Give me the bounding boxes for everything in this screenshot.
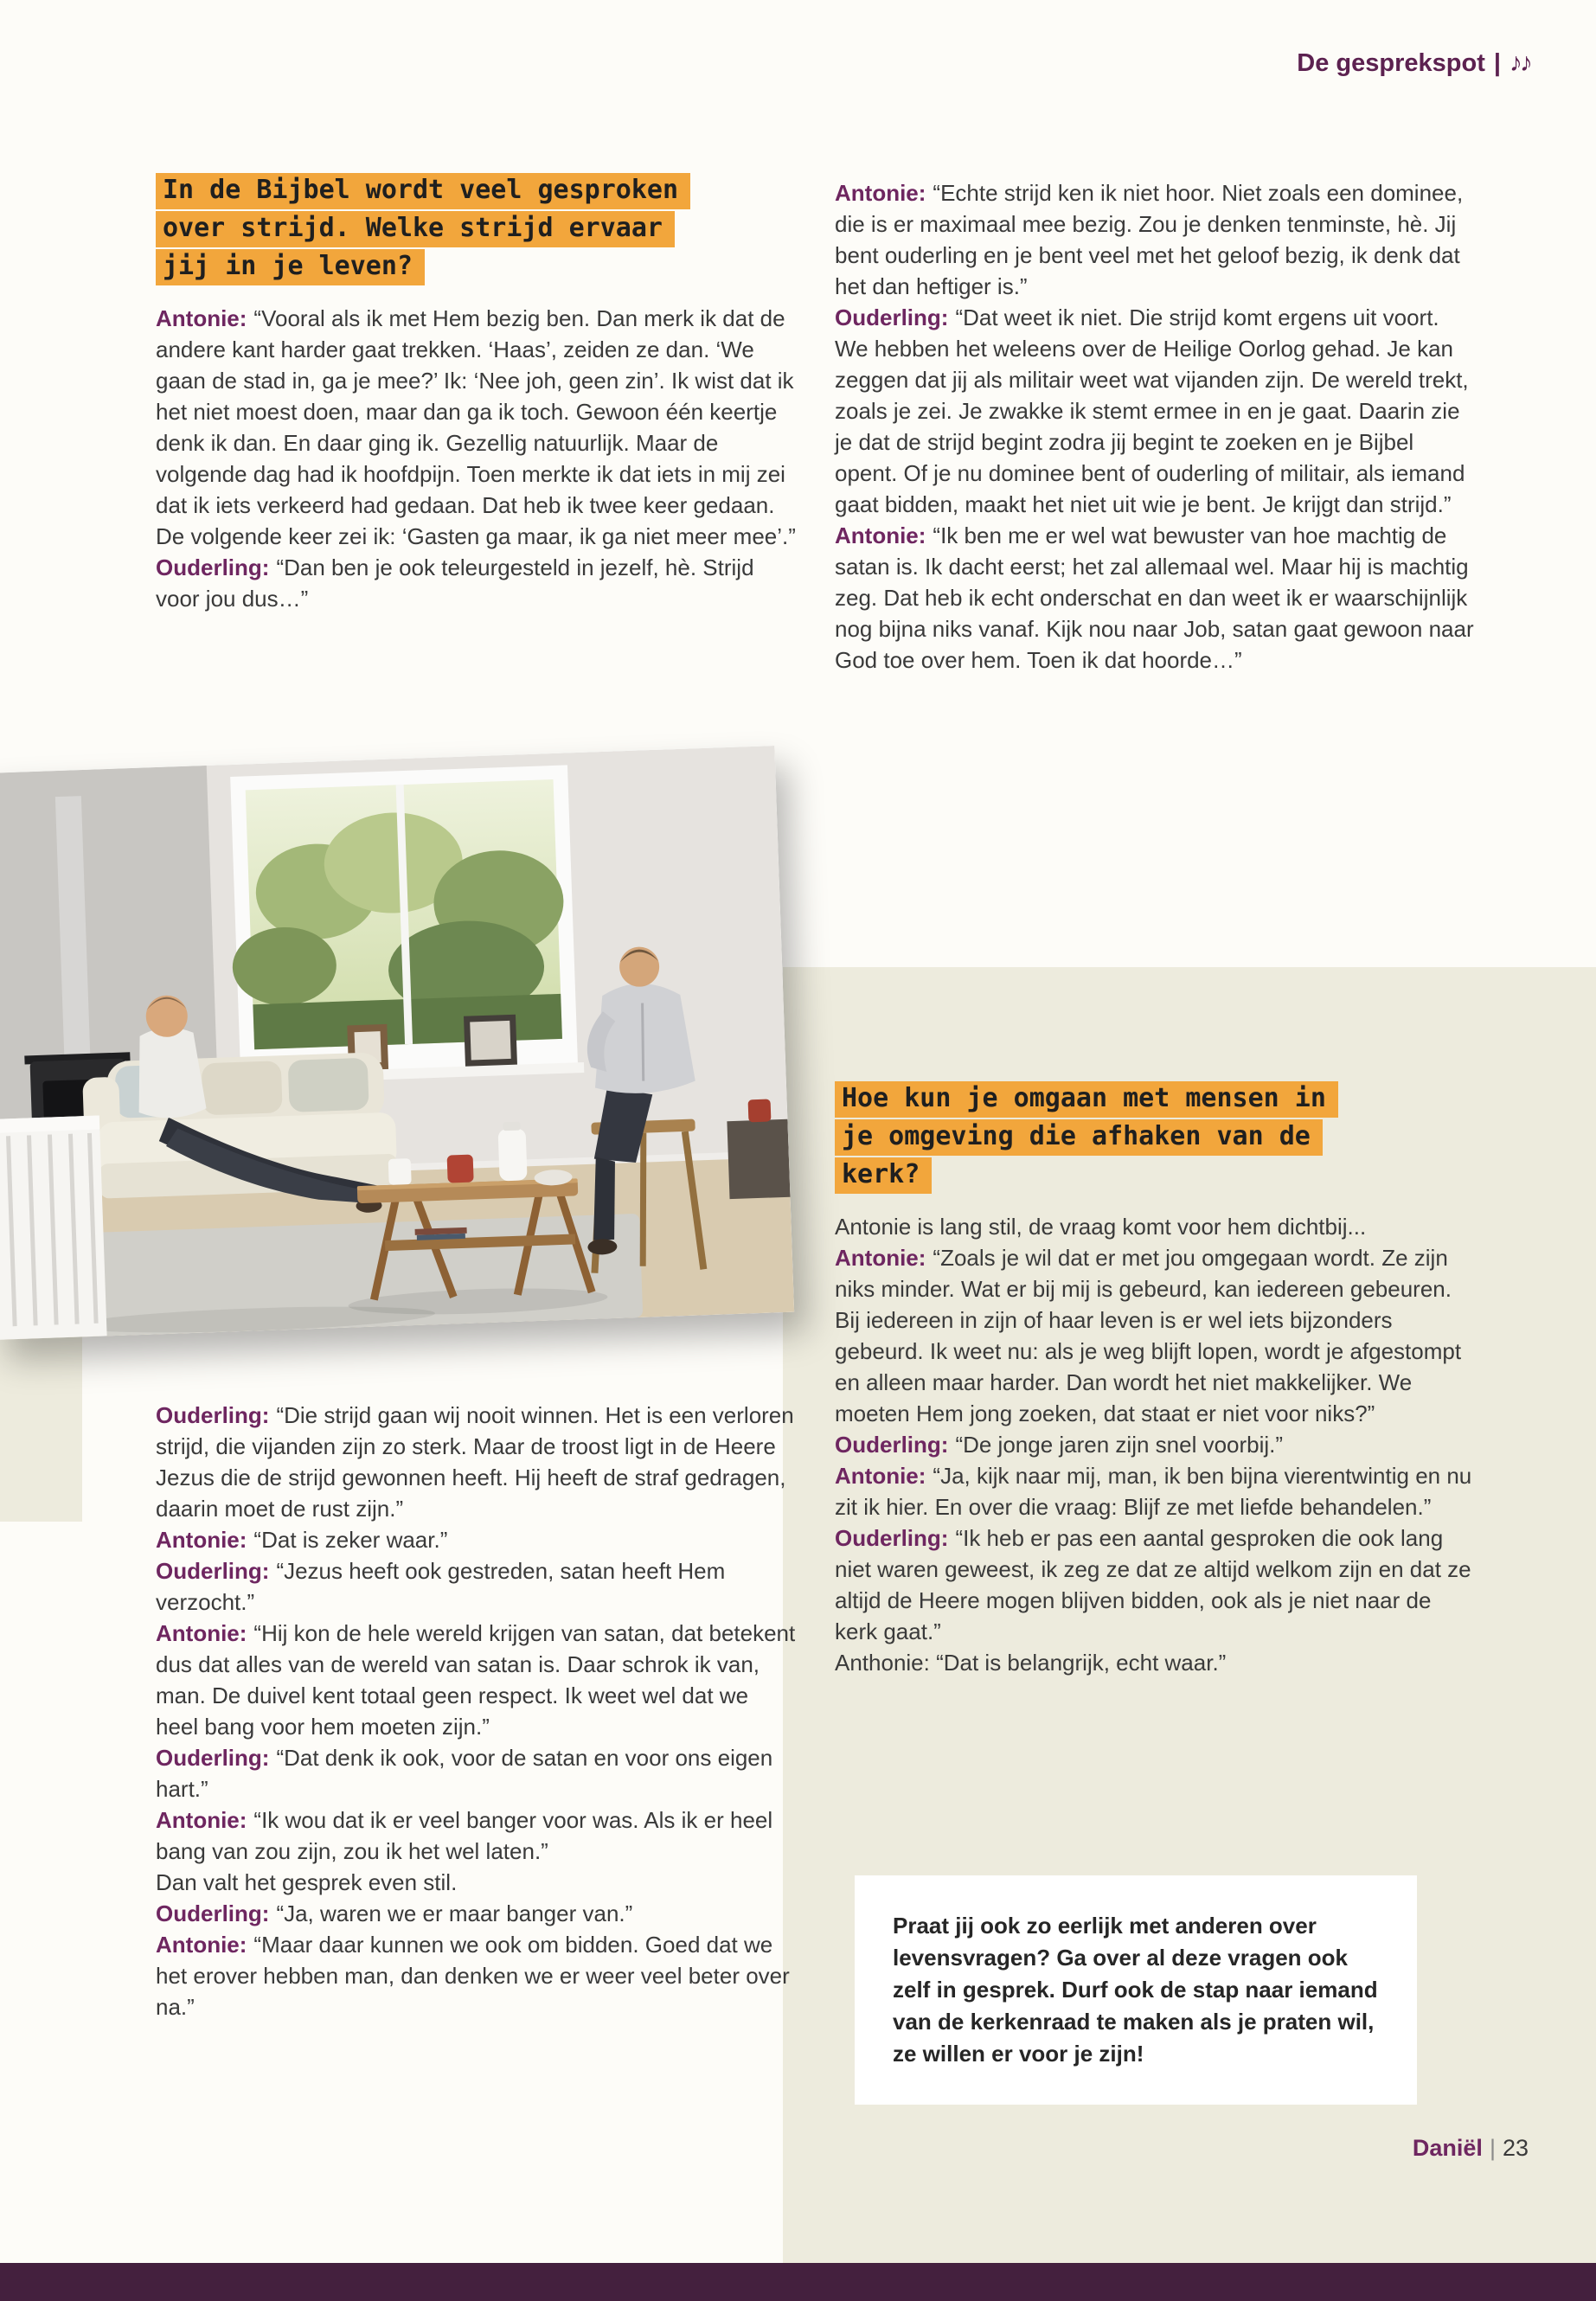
dialogue-paragraph [835, 520, 1475, 676]
right-column-top [835, 177, 1475, 676]
narration-line [835, 1211, 1475, 1242]
heading-line: over strijd. Welke strijd ervaar [156, 211, 675, 247]
dialogue-text: “Jezus heeft ook gestreden, satan heeft Hem verzocht.” [156, 1558, 726, 1615]
dialogue-text: “Ik ben me er wel wat bewuster van hoe machtig de satan is. Ik dacht eerst; het zal allemaal wel. Maar hij is machtig zeg. Dat heb ik echt onderschat en dan weet ik er waarschijnlijk nog bijna niks vanaf. Kijk nou naar Job, satan gaat gewoon naar God toe over hem. Toen ik dat hoorde…” [835, 522, 1474, 673]
question-heading-2 [835, 1081, 1475, 1194]
speaker-label: Ouderling: [156, 1558, 270, 1584]
speaker-label: Antonie: [835, 180, 926, 206]
narration-line [156, 1867, 796, 1898]
window [224, 765, 584, 1085]
dialogue-text: “Maar daar kunnen we ook om bidden. Goed dat we het erover hebben man, dan denken we er weer veel beter over na.” [156, 1932, 790, 2020]
dialogue-text: Antonie is lang stil, de vraag komt voor hem dichtbij... [835, 1214, 1367, 1240]
dialogue-text: “Dan ben je ook teleurgesteld in jezelf, hè. Strijd voor jou dus…” [156, 554, 754, 612]
heading-line: Hoe kun je omgaan met mensen in [835, 1081, 1338, 1118]
dialogue-paragraph [156, 552, 796, 614]
callout-box [855, 1875, 1417, 2105]
dialogue-text: “De jonge jaren zijn snel voorbij.” [955, 1432, 1284, 1458]
dialogue-paragraph [835, 1242, 1475, 1429]
speaker-label: Antonie: [156, 1620, 247, 1646]
dialogue-text: “Ik heb er pas een aantal gesproken die ook lang niet waren geweest, ik zeg ze dat ze altijd welkom zijn en dat ze altijd de Heere mogen blijven bidden, ook als je niet naar de kerk gaat.” [835, 1525, 1471, 1644]
header-separator: | [1493, 49, 1501, 77]
dialogue-text: Dan valt het gesprek even stil. [156, 1869, 458, 1895]
dialogue-paragraph [156, 1742, 796, 1804]
speaker-label: Antonie: [156, 1932, 247, 1958]
dialogue-text: “Ja, kijk naar mij, man, ik ben bijna vierentwintig en nu zit ik hier. En over die vraag: Blijf ze met liefde behandelen.” [835, 1463, 1472, 1520]
dialogue-text: Anthonie: “Dat is belangrijk, echt waar.” [835, 1650, 1227, 1676]
dialogue-paragraph [156, 1524, 796, 1555]
left-column-top [156, 173, 796, 614]
page-footer [1413, 2135, 1529, 2162]
page-header [1297, 48, 1530, 78]
living-room-photo [0, 746, 794, 1340]
dialogue-text: “Zoals je wil dat er met jou omgegaan wordt. Ze zijn niks minder. Wat er bij mij is gebeurd, kan iedereen gebeuren. Bij iedereen in zijn of haar leven is er wel iets bijzonders gebeurd. Ik weet nu: als je weg blijft lopen, wordt je afgestompt en alleen maar harder. Dan wordt het niet makkelijker. We moeten Hem jong zoeken, dat staat er niet voor niks?” [835, 1245, 1462, 1426]
dialogue-paragraph [156, 1555, 796, 1618]
dialogue-paragraph [835, 302, 1475, 520]
dialogue-paragraph [835, 1429, 1475, 1460]
beige-left-strip [0, 1318, 82, 1522]
dialogue-paragraph [835, 1647, 1475, 1678]
dialogue-paragraph [835, 1460, 1475, 1522]
speaker-label: Ouderling: [156, 1900, 270, 1926]
speaker-label: Ouderling: [835, 304, 949, 330]
dialogue-paragraph [156, 1400, 796, 1524]
dialogue-paragraph [156, 303, 796, 552]
speaker-label: Antonie: [156, 1807, 247, 1833]
footer-separator: | [1489, 2135, 1496, 2161]
speaker-label: Ouderling: [835, 1432, 949, 1458]
dialogue-text: “Ja, waren we er maar banger van.” [276, 1900, 633, 1926]
question-heading-1 [156, 173, 796, 285]
magazine-name: Daniël [1412, 2135, 1483, 2161]
living-room-illustration [0, 746, 794, 1340]
speaker-label: Ouderling: [156, 1745, 270, 1771]
speaker-label: Antonie: [156, 305, 247, 331]
speaker-label: Ouderling: [835, 1525, 949, 1551]
dialogue-paragraph [156, 1618, 796, 1742]
bottom-purple-bar [0, 2263, 1596, 2301]
speaker-label: Antonie: [835, 1245, 926, 1271]
dialogue-text: “Hij kon de hele wereld krijgen van satan, dat betekent dus dat alles van de wereld van satan is. Daar schrok ik van, man. De duivel kent totaal geen respect. Ik weet wel dat we heel bang voor hem moeten zijn.” [156, 1620, 796, 1740]
dialogue-text: “Vooral als ik met Hem bezig ben. Dan merk ik dat de andere kant harder gaat trekken. ‘Haas’, zeiden ze dan. ‘We gaan de stad in, ga je mee?’ Ik: ‘Nee joh, geen zin’. Ik wist dat ik het niet moest doen, maar dan ga ik toch. Gewoon één keertje denk ik dan. En daar ging ik. Gezellig natuurlijk. Maar de volgende dag had ik hoofdpijn. Toen merkte ik dat iets in mij zei dat ik iets verkeerd had gedaan. Dat heb ik twee keer gedaan. De volgende keer zei ik: ‘Gasten ga maar, ik ga niet meer mee’.” [156, 305, 796, 549]
dialogue-text: “Dat weet ik niet. Die strijd komt ergens uit voort. We hebben het weleens over de Heilige Oorlog gehad. Je kan zeggen dat jij als militair weet wat vijanden zijn. De wereld trekt, zoals je zei. Je zwakke ik stemt ermee in en je gaat. Daarin zie je dat de strijd begint zodra jij begint te zoeken en je Bijbel opent. Of je nu dominee bent of ouderling of militair, als iemand gaat bidden, maakt het niet uit wie je bent. Je krijgt dan strijd.” [835, 304, 1469, 517]
page-number: 23 [1502, 2135, 1529, 2161]
dialogue-text: “Dat is zeker waar.” [253, 1527, 448, 1553]
heading-line: jij in je leven? [156, 249, 425, 285]
dialogue-paragraph [835, 1522, 1475, 1647]
dialogue-paragraph [156, 1804, 796, 1867]
callout-text: Praat jij ook zo eerlijk met anderen over levensvragen? Ga over al deze vragen ook zelf in gesprek. Durf ook de stap naar iemand van de kerkenraad te maken als je praten wil, ze willen er voor je zijn! [893, 1913, 1378, 2067]
dialogue-paragraph [156, 1929, 796, 2022]
speaker-label: Antonie: [156, 1527, 247, 1553]
dialogue-paragraph [156, 1898, 796, 1929]
dialogue-text: “Echte strijd ken ik niet hoor. Niet zoals een dominee, die is er maximaal mee bezig. Zou je denken tenminste, hè. Jij bent ouderling en je bent veel met het geloof bezig, ik denk dat het dan heftiger is.” [835, 180, 1464, 299]
right-column-section2 [835, 1081, 1475, 1678]
dialogue-text: “Die strijd gaan wij nooit winnen. Het is een verloren strijd, die vijanden zijn zo sterk. Maar de troost ligt in de Heere Jezus die de strijd gewonnen heeft. Hij heeft de straf gedragen, daarin moet de rust zijn.” [156, 1402, 794, 1522]
side-stool [727, 1119, 790, 1199]
heading-line: In de Bijbel wordt veel gesproken [156, 173, 690, 209]
left-column-bottom [156, 1400, 796, 2022]
white-bench [0, 1116, 107, 1340]
speaker-label: Ouderling: [156, 1402, 270, 1428]
dialogue-text: “Ik wou dat ik er veel banger voor was. Als ik er heel bang van zou zijn, zou ik het wel laten.” [156, 1807, 773, 1864]
music-notes-icon: ♪♪ [1509, 48, 1530, 77]
section-title: De gesprekspot [1297, 49, 1485, 77]
speaker-label: Ouderling: [156, 554, 270, 580]
speaker-label: Antonie: [835, 1463, 926, 1489]
speaker-label: Antonie: [835, 522, 926, 548]
dialogue-paragraph [835, 177, 1475, 302]
dialogue-text: “Dat denk ik ook, voor de satan en voor ons eigen hart.” [156, 1745, 773, 1802]
heading-line: kerk? [835, 1157, 932, 1194]
heading-line: je omgeving die afhaken van de [835, 1119, 1323, 1156]
red-mug [748, 1099, 772, 1122]
